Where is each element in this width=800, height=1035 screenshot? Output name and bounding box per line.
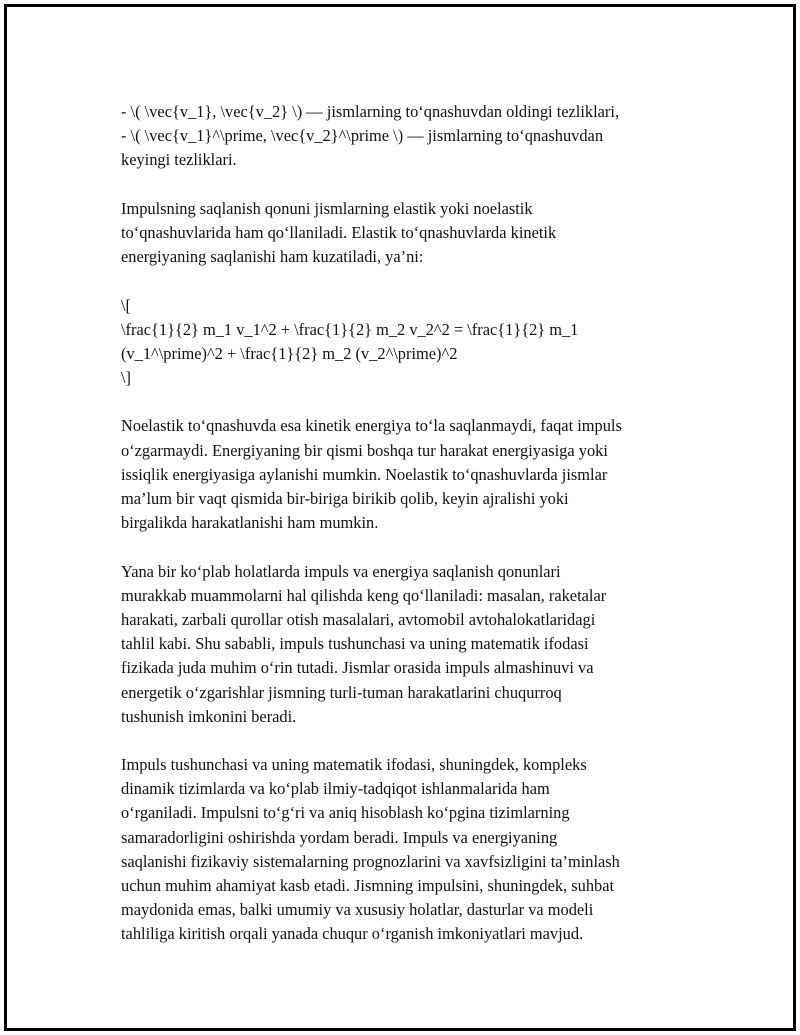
- formula-line: \[: [121, 295, 132, 315]
- text-line: to‘qnashuvlarida ham qo‘llaniladi. Elastik to‘qnashuvlarda kinetik: [121, 222, 557, 242]
- text-line: energiyaning saqlanishi ham kuzatiladi, ya’ni:: [121, 247, 424, 267]
- text-line: Noelastik to‘qnashuvda esa kinetik energiya to‘la saqlanmaydi, faqat impuls: [121, 416, 622, 436]
- formula-line: \frac{1}{2} m_1 v_1^2 + \frac{1}{2} m_2 v_2^2 = \frac{1}{2} m_1: [121, 319, 579, 339]
- text-line: dinamik tizimlarda va ko‘plab ilmiy-tadqiqot ishlanmalarida ham: [121, 779, 550, 799]
- paragraph-applications: [121, 560, 711, 729]
- text-line: fizikada juda muhim o‘rin tutadi. Jismlar orasida impuls almashinuvi va: [121, 658, 594, 678]
- text-line: tahlil kabi. Shu sababli, impuls tushunchasi va uning matematik ifodasi: [121, 634, 589, 654]
- formula-block: [121, 294, 711, 391]
- text-line: murakkab muammolarni hal qilishda keng qo‘llaniladi: masalan, raketalar: [121, 585, 607, 605]
- text-line: o‘rganiladi. Impulsni to‘g‘ri va aniq hisoblash ko‘pgina tizimlarning: [121, 803, 570, 823]
- text-line: Impulsning saqlanish qonuni jismlarning elastik yoki noelastik: [121, 198, 533, 218]
- text-line: samaradorligini oshirishda yordam beradi. Impuls va energiyaning: [121, 827, 558, 847]
- paragraph-velocity-definitions: [121, 100, 711, 173]
- formula-line: \]: [121, 368, 132, 388]
- text-line: ma’lum bir vaqt qismida bir-biriga birikib qolib, keyin ajralishi yoki: [121, 489, 569, 508]
- text-line: saqlanishi fizikaviy sistemalarning prognozlarini va xavfsizligini ta’minlash: [121, 851, 620, 871]
- text-line: keyingi tezliklari.: [121, 150, 237, 170]
- page-frame: [4, 4, 796, 1031]
- text-line: Yana bir ko‘plab holatlarda impuls va energiya saqlanish qonunlari: [121, 561, 561, 581]
- text-line: issiqlik energiyasiga aylanishi mumkin. Noelastik to‘qnashuvlarda jismlar: [121, 464, 608, 484]
- paragraph-research: [121, 753, 711, 947]
- text-line: - \( \vec{v_1}, \vec{v_2} \) — jismlarning to‘qnashuvdan oldingi tezliklari,: [121, 102, 620, 121]
- paragraph-conservation-law: [121, 197, 711, 270]
- text-line: - \( \vec{v_1}^\prime, \vec{v_2}^\prime \) — jismlarning to‘qnashuvdan: [121, 126, 604, 146]
- text-line: birgalikda harakatlanishi ham mumkin.: [121, 513, 379, 533]
- formula-line: (v_1^\prime)^2 + \frac{1}{2} m_2 (v_2^\prime)^2: [121, 343, 458, 363]
- text-line: Impuls tushunchasi va uning matematik ifodasi, shuningdek, kompleks: [121, 755, 587, 775]
- text-line: energetik o‘zgarishlar jismning turli-tuman harakatlarini chuqurroq: [121, 682, 562, 702]
- text-line: tahliliga kiritish orqali yanada chuqur o‘rganish imkoniyatlari mavjud.: [121, 924, 584, 944]
- text-line: o‘zgarmaydi. Energiyaning bir qismi boshqa tur harakat energiyasiga yoki: [121, 440, 608, 460]
- text-line: harakati, zarbali qurollar otish masalalari, avtomobil avtohalokatlaridagi: [121, 609, 596, 629]
- text-line: maydonida emas, balki umumiy va xususiy holatlar, dasturlar va modeli: [121, 900, 594, 920]
- text-line: uchun muhim ahamiyat kasb etadi. Jismning impulsini, shuningdek, suhbat: [121, 876, 615, 895]
- document-body: [121, 100, 711, 947]
- text-line: tushunish imkonini beradi.: [121, 706, 297, 726]
- paragraph-inelastic-collision: [121, 414, 711, 535]
